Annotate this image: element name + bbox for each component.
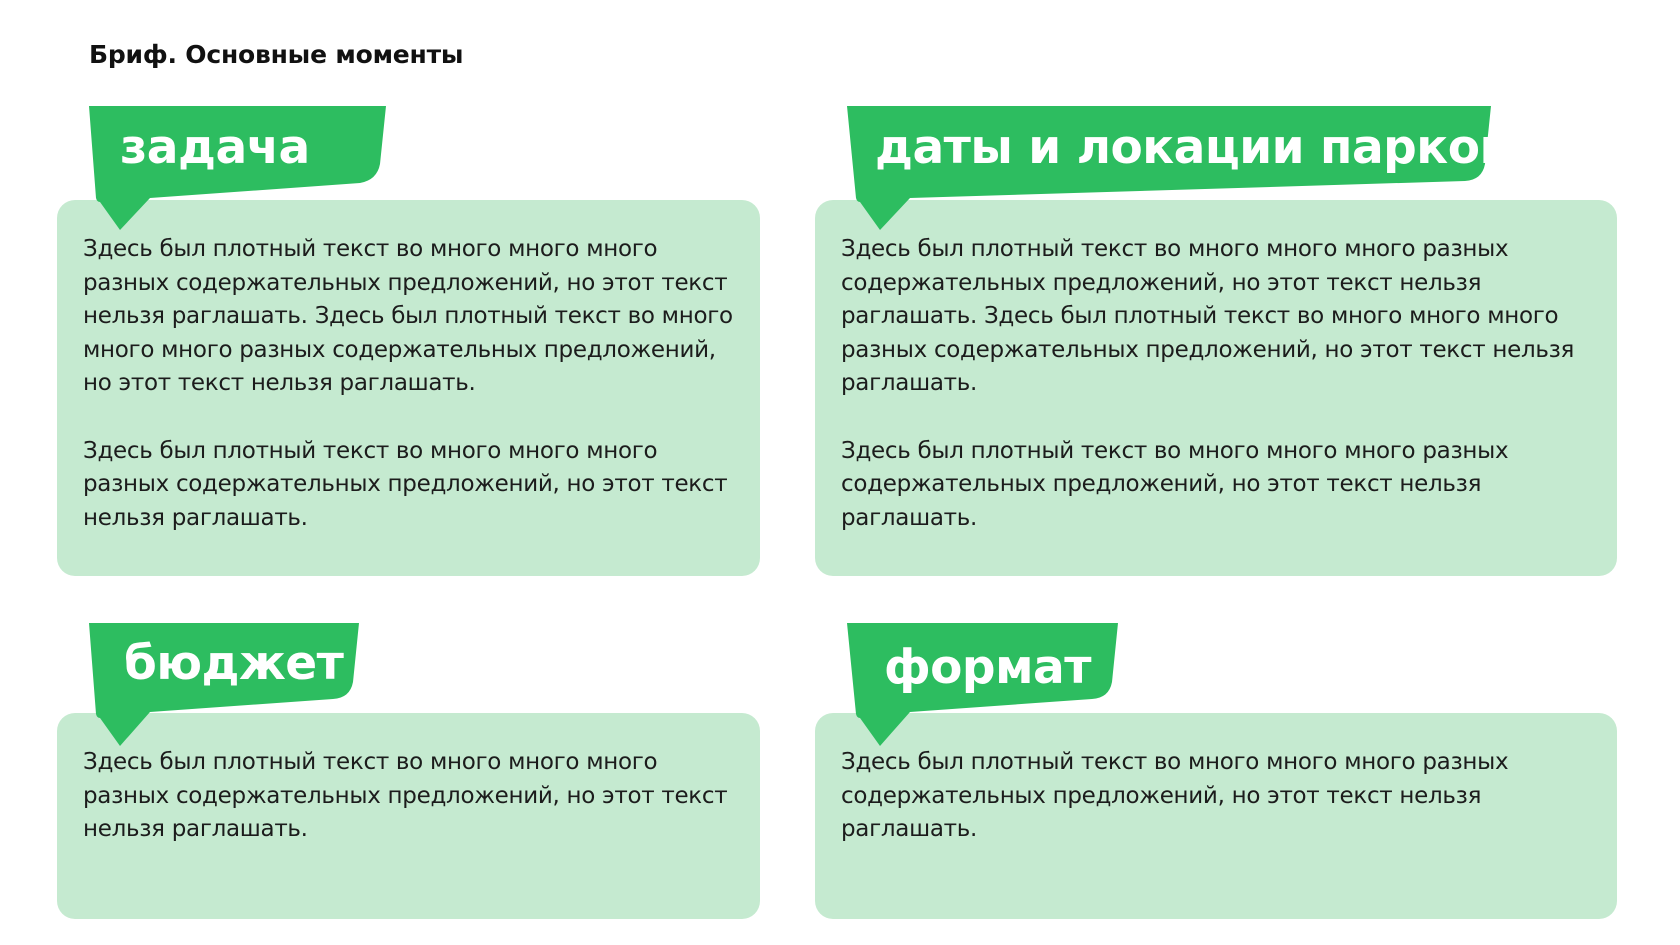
budget-paragraph-1: Здесь был плотный текст во много много много разных содержательных предложений, но этот текст нельзя раглашать. <box>83 749 728 843</box>
page-title: Бриф. Основные моменты <box>89 40 464 69</box>
dates-paragraph-1: Здесь был плотный текст во много много много разных содержательных предложений, но этот текст нельзя раглашать. Здесь был плотный текст во много много много разных содержательных предложений, но этот текст нельзя раглашать. <box>841 236 1575 397</box>
format-heading: формат <box>884 640 1091 695</box>
budget-heading: бюджет <box>124 636 344 691</box>
task-paragraph-2: Здесь был плотный текст во много много много разных содержательных предложений, но этот текст нельзя раглашать. <box>83 437 728 531</box>
task-paragraph-1: Здесь был плотный текст во много много много разных содержательных предложений, но этот текст нельзя раглашать. Здесь был плотный текст во много много много разных содержательных предложений, но этот текст нельзя раглашать. <box>83 236 733 397</box>
format-paragraph-1: Здесь был плотный текст во много много много разных содержательных предложений, но этот текст нельзя раглашать. <box>841 749 1509 843</box>
dates-heading: даты и локации парков <box>875 120 1509 175</box>
dates-paragraph-2: Здесь был плотный текст во много много много разных содержательных предложений, но этот текст нельзя раглашать. <box>841 437 1509 531</box>
task-heading: задача <box>120 120 310 175</box>
